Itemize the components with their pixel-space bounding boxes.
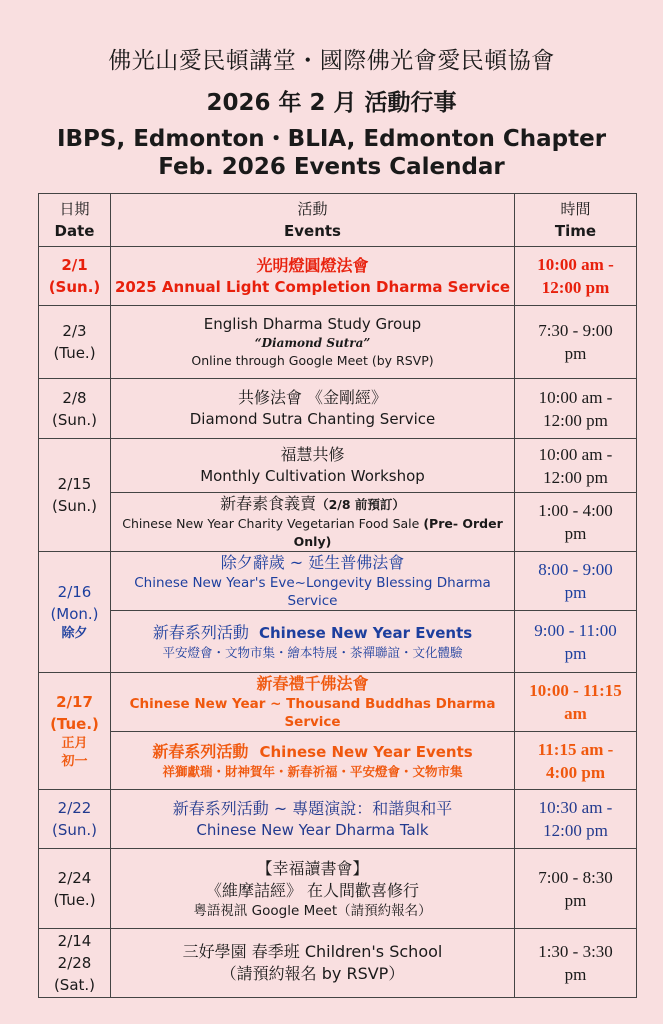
row-date xyxy=(39,247,111,306)
row-time xyxy=(515,929,637,998)
event-en: Chinese New Year Events xyxy=(259,623,473,642)
date-value: 2/16 xyxy=(57,583,92,601)
header-events xyxy=(111,194,515,247)
event-zh: 新春系列活動 ~ 專題演說：和諧與和平 xyxy=(172,798,453,818)
time-start: 10:00 am - xyxy=(538,387,613,407)
row-event xyxy=(111,439,515,493)
row-event xyxy=(111,379,515,439)
row-time xyxy=(515,611,637,673)
date-value: 2/17 xyxy=(56,693,93,711)
row-date xyxy=(39,439,111,552)
title-chinese-org: 佛光山愛民頓講堂・國際佛光會愛民頓協會 xyxy=(108,48,555,74)
date-value: 2/22 xyxy=(57,799,92,817)
event-zh: 共修法會 《金剛經》 xyxy=(237,388,388,407)
header-events-zh: 活動 xyxy=(297,200,328,218)
time-start: 7:30 - 9:00 xyxy=(538,321,613,340)
row-date xyxy=(39,849,111,929)
title-english-org: IBPS, Edmonton・BLIA, Edmonton Chapter xyxy=(56,126,607,152)
day-value: (Sun.) xyxy=(51,497,97,515)
table-row xyxy=(39,673,637,732)
day-value: (Sat.) xyxy=(53,976,96,994)
event-zh: 福慧共修 xyxy=(280,445,345,464)
table-row xyxy=(39,552,637,611)
header-time-zh: 時間 xyxy=(560,200,591,218)
time-start: 9:00 - 11:00 xyxy=(534,620,617,640)
day-value: (Tue.) xyxy=(50,715,99,733)
time-end: 12:00 pm xyxy=(541,278,610,297)
event-en: Chinese New Year ~ Thousand Buddhas Dharma Service xyxy=(129,696,496,730)
time-start: 10:00 am - xyxy=(537,255,614,274)
event-zh: 新春禮千佛法會 xyxy=(256,674,369,693)
time-end: pm xyxy=(564,890,587,910)
time-start: 8:00 - 9:00 xyxy=(538,560,613,579)
table-row xyxy=(39,379,637,439)
time-end: pm xyxy=(564,344,587,363)
date-value: 2/28 xyxy=(57,954,92,972)
time-start: 1:30 - 3:30 xyxy=(538,942,613,961)
row-date xyxy=(39,379,111,439)
event-zh-subtitle: 《維摩詰經》 在人間歡喜修行 xyxy=(205,880,420,900)
table-header-row xyxy=(39,194,637,247)
time-end: pm xyxy=(564,965,587,984)
time-start: 10:00 am - xyxy=(538,444,613,464)
day-value: (Mon.) xyxy=(50,605,99,623)
day-value: (Tue.) xyxy=(53,344,96,362)
header-date-zh: 日期 xyxy=(59,200,90,218)
row-date xyxy=(39,929,111,998)
time-start: 7:00 - 8:30 xyxy=(538,867,613,887)
day-value: (Sun.) xyxy=(48,278,101,296)
date-value: 2/15 xyxy=(57,475,92,493)
row-event xyxy=(111,552,515,611)
event-note: 粵語視訊 Google Meet（請預約報名） xyxy=(193,902,432,919)
events-table xyxy=(38,193,637,998)
row-event xyxy=(111,790,515,849)
table-row xyxy=(39,493,637,552)
event-zh-note: （2/8 前預訂） xyxy=(316,497,405,512)
event-en: 2025 Annual Light Completion Dharma Service xyxy=(114,277,511,296)
time-end: pm xyxy=(564,583,587,602)
row-time xyxy=(515,673,637,732)
row-event xyxy=(111,673,515,732)
event-zh-note: （請預約報名 by RSVP） xyxy=(220,964,405,983)
event-en: English Dharma Study Group xyxy=(203,315,422,333)
day-value: (Sun.) xyxy=(51,821,97,839)
date-zh-note: 初一 xyxy=(61,754,88,769)
table-row xyxy=(39,247,637,306)
time-end: pm xyxy=(564,524,587,543)
row-time xyxy=(515,552,637,611)
row-time xyxy=(515,379,637,439)
event-zh: 除夕辭歲 ~ 延生普佛法會 xyxy=(220,553,405,572)
row-time xyxy=(515,849,637,929)
date-zh-note: 除夕 xyxy=(61,626,88,641)
title-chinese-month: 2026 年 2 月 活動行事 xyxy=(206,90,457,116)
row-event xyxy=(111,493,515,552)
header-date xyxy=(39,194,111,247)
event-zh: 新春系列活動 xyxy=(152,622,249,642)
event-note: Online through Google Meet (by RSVP) xyxy=(191,353,434,368)
event-zh: 光明燈圓燈法會 xyxy=(256,255,369,275)
event-en: Chinese New Year Events xyxy=(259,742,473,761)
row-time xyxy=(515,306,637,379)
event-en-bold: (Pre- Order Only) xyxy=(293,516,503,549)
event-zh: 新春素食義賣 xyxy=(220,494,317,513)
date-value: 2/8 xyxy=(62,388,87,407)
event-en: Chinese New Year Dharma Talk xyxy=(196,820,429,839)
table-row xyxy=(39,611,637,673)
event-en: Chinese New Year Charity Vegetarian Food Sale xyxy=(122,516,420,531)
row-event xyxy=(111,849,515,929)
time-start: 10:00 - 11:15 xyxy=(529,681,622,700)
row-event xyxy=(111,732,515,790)
time-end: 12:00 pm xyxy=(543,467,608,487)
table-row xyxy=(39,849,637,929)
row-time xyxy=(515,493,637,552)
header-date-en: Date xyxy=(54,222,95,240)
header-time-en: Time xyxy=(554,222,597,240)
row-date xyxy=(39,790,111,849)
table-row xyxy=(39,790,637,849)
event-note: 平安燈會・文物市集・繪本特展・茶禪聯誼・文化體驗 xyxy=(162,644,463,660)
event-zh: 三好學園 春季班 Children's School xyxy=(182,942,443,961)
header-events-en: Events xyxy=(284,222,341,240)
time-end: 12:00 pm xyxy=(543,410,608,430)
time-end: 12:00 pm xyxy=(543,821,608,840)
table-row xyxy=(39,732,637,790)
date-value: 2/1 xyxy=(61,256,88,274)
table-row xyxy=(39,306,637,379)
day-value: (Sun.) xyxy=(51,410,97,429)
day-value: (Tue.) xyxy=(53,890,96,909)
event-en: Monthly Cultivation Workshop xyxy=(200,467,425,485)
row-event xyxy=(111,247,515,306)
row-time xyxy=(515,247,637,306)
row-time xyxy=(515,790,637,849)
row-event xyxy=(111,611,515,673)
row-time xyxy=(515,732,637,790)
time-start: 10:30 am - xyxy=(538,798,613,817)
header-time xyxy=(515,194,637,247)
date-zh-note: 正月 xyxy=(61,736,88,751)
event-en: Diamond Sutra Chanting Service xyxy=(189,410,436,428)
row-date xyxy=(39,552,111,673)
event-en: Chinese New Year's Eve~Longevity Blessing Dharma Service xyxy=(134,575,491,609)
row-date xyxy=(39,673,111,790)
event-zh: 【幸福讀書會】 xyxy=(256,858,369,878)
time-end: am xyxy=(564,704,587,723)
table-row xyxy=(39,929,637,998)
date-value: 2/3 xyxy=(62,322,87,340)
date-value: 2/14 xyxy=(57,932,92,950)
event-subtitle: “Diamond Sutra” xyxy=(254,336,371,350)
row-time xyxy=(515,439,637,493)
time-start: 11:15 am - xyxy=(537,739,614,759)
table-row xyxy=(39,439,637,493)
time-start: 1:00 - 4:00 xyxy=(538,501,613,520)
row-date xyxy=(39,306,111,379)
date-value: 2/24 xyxy=(57,868,92,887)
event-zh: 新春系列活動 xyxy=(152,741,249,761)
event-note: 祥獅獻瑞・財神賀年・新春祈福・平安燈會・文物市集 xyxy=(162,763,463,779)
time-end: 4:00 pm xyxy=(545,762,606,782)
row-event xyxy=(111,306,515,379)
title-english-calendar: Feb. 2026 Events Calendar xyxy=(158,154,505,180)
row-event xyxy=(111,929,515,998)
time-end: pm xyxy=(564,643,587,663)
